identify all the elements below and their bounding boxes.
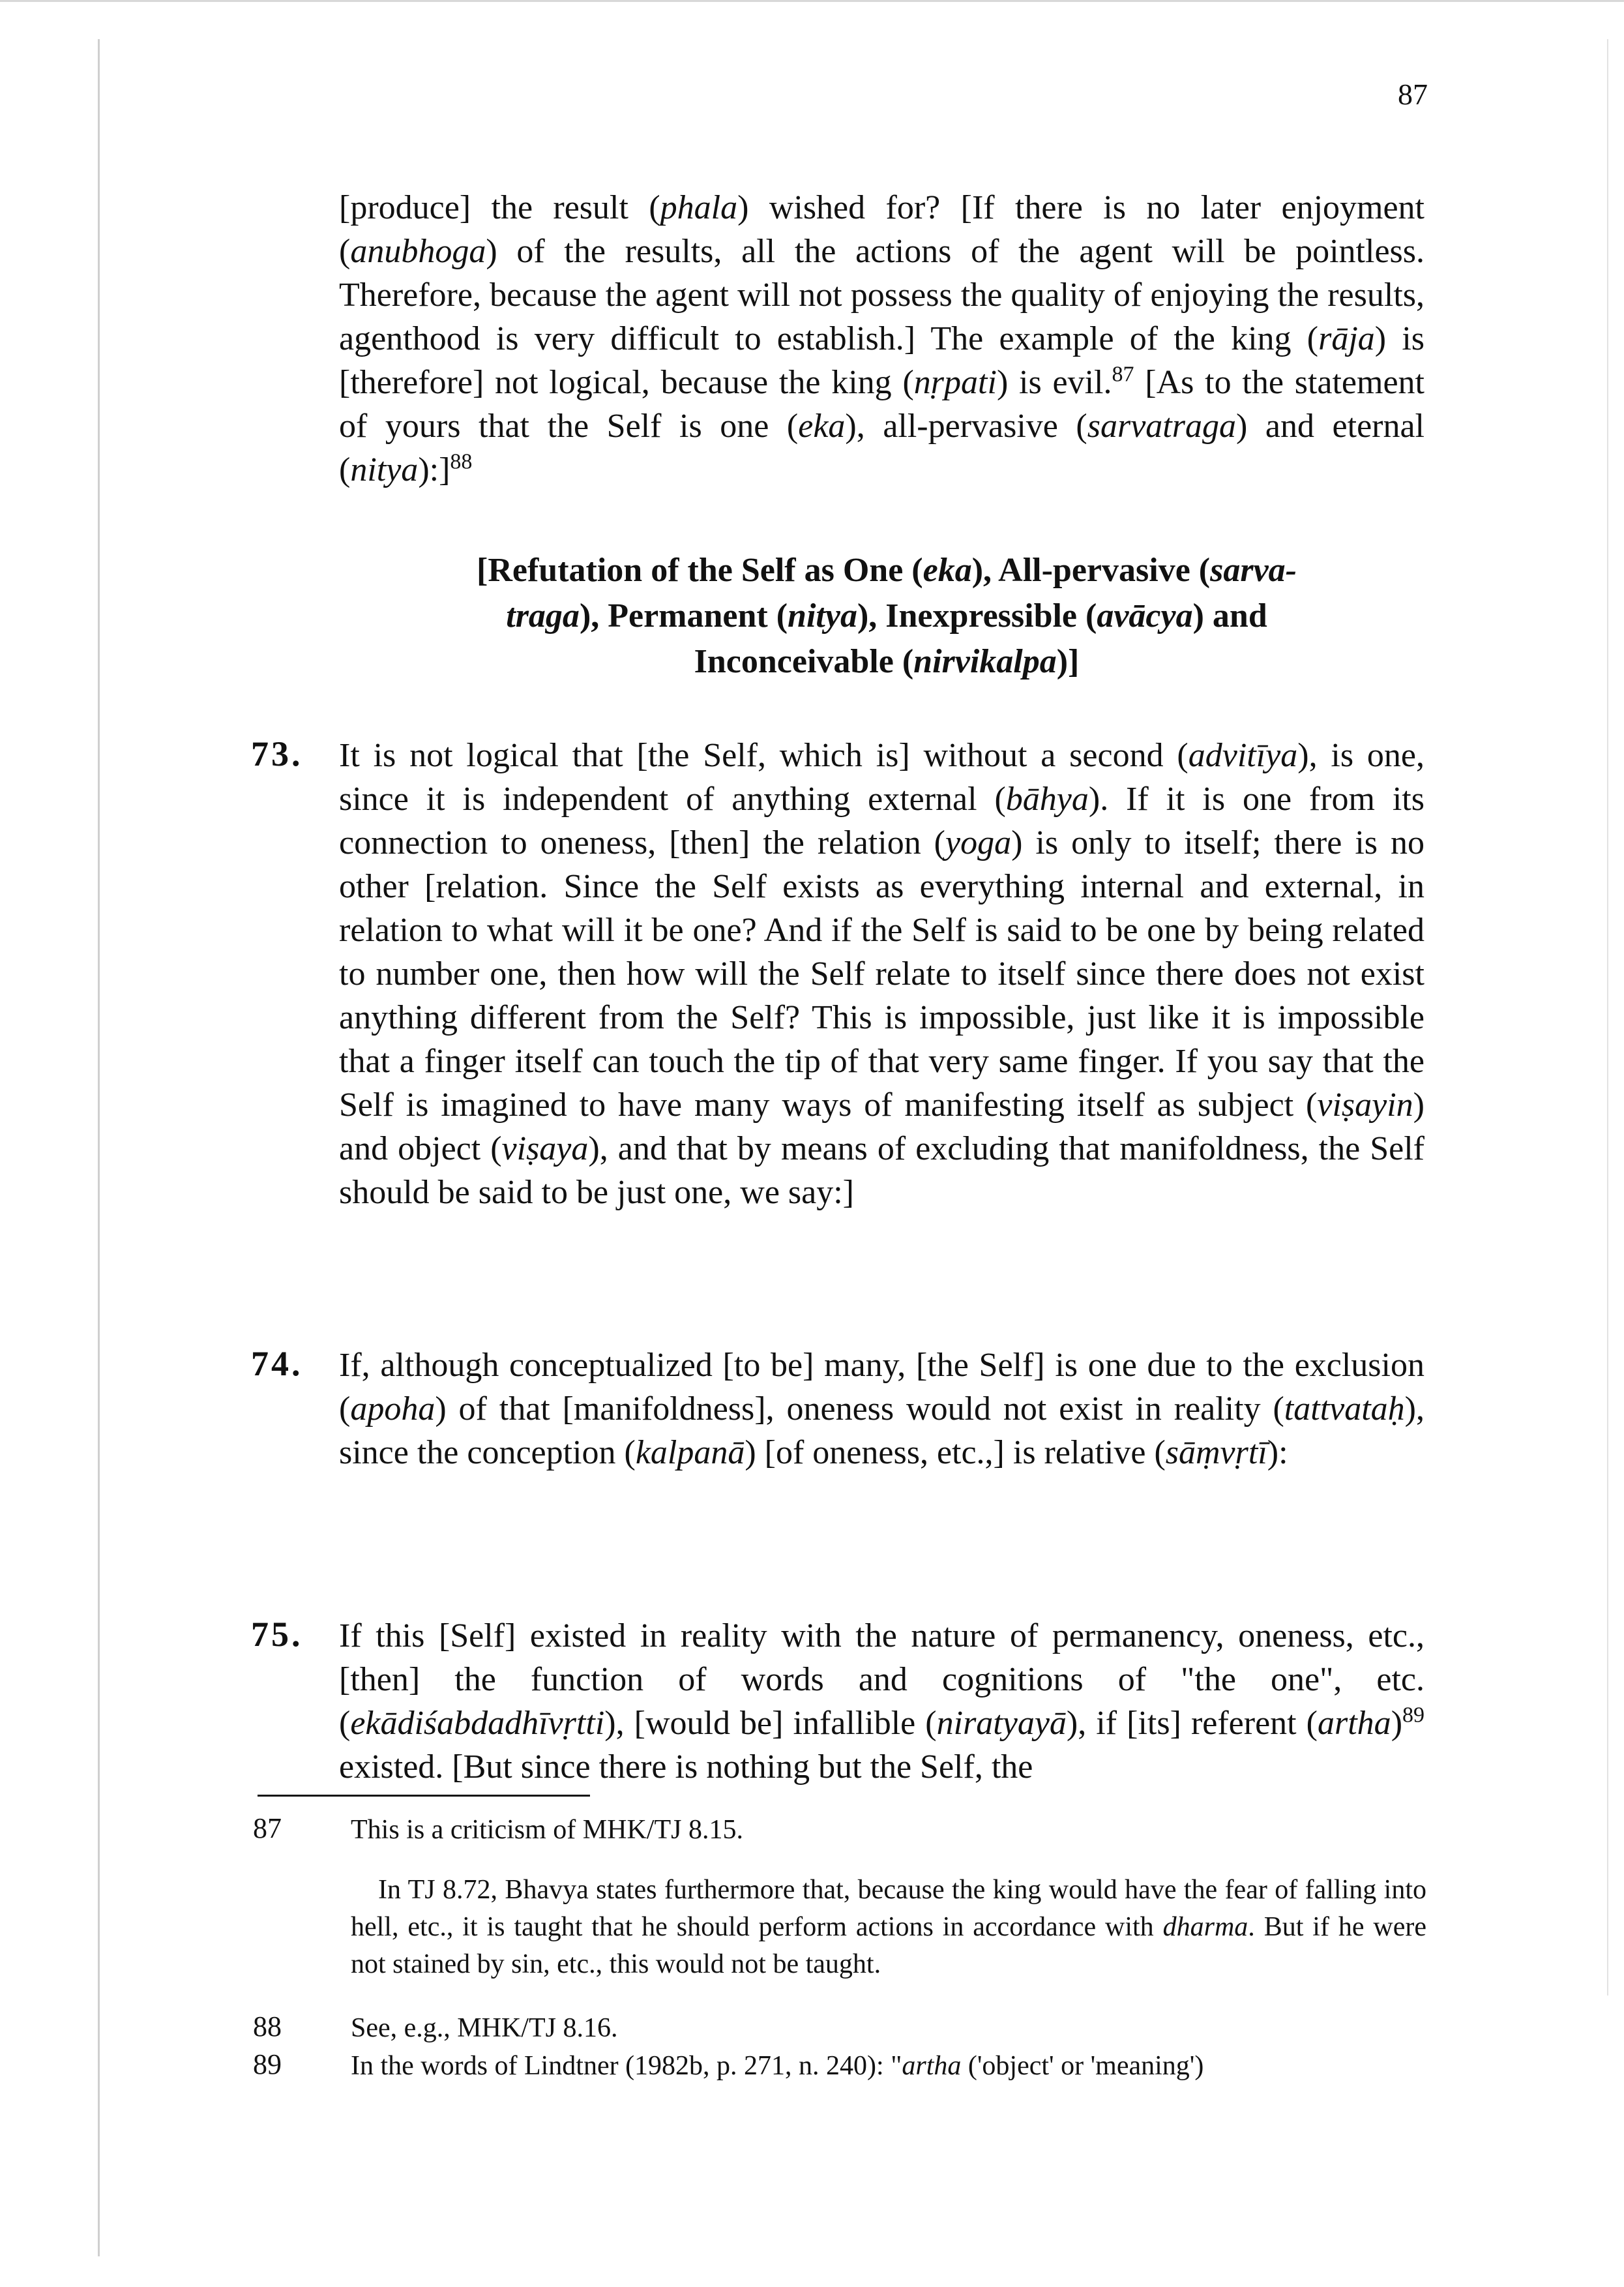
footnote-reference: 89 [1402,1703,1425,1727]
text-run: [produce] the result ( [339,189,660,226]
text-run: [Refutation of the Self as One ( [477,552,923,589]
italic-term: advitīya [1188,737,1298,774]
text-run: ) and object ( [339,1086,1425,1167]
italic-term: eka [923,552,972,589]
text-run: ('object' or 'meaning') [961,2051,1204,2081]
text-run: In the words of Lindtner (1982b, p. 271, n. 240): " [351,2051,902,2081]
text-run: ), Inexpressible ( [857,597,1097,635]
verse-number-75: 75. [251,1615,303,1654]
italic-term: nitya [788,597,857,635]
italic-term: avācya [1097,597,1193,635]
verse-number-74: 74. [251,1344,303,1383]
italic-term: viṣayin [1317,1086,1413,1124]
heading-line-2 [365,593,1408,639]
text-run: ) of the results, all the actions of the agent will be pointless. Therefore, because the agent will not possess the quality of enjoying the results, agenthood is very difficult to establish.] The example of the king ( [339,233,1425,357]
verse-74 [339,1343,1425,1474]
verse-74-text [339,1343,1425,1474]
italic-term: eka [798,408,846,445]
text-run: ), is one, since it is independent of anything external ( [339,737,1425,818]
footnote-number-89: 89 [253,2048,282,2080]
italic-term: viṣaya [501,1130,589,1167]
text-run: ), if [its] referent ( [1066,1705,1318,1742]
italic-term: yoga [945,824,1012,861]
heading-line-1 [365,548,1408,593]
footnote-number-87: 87 [253,1812,282,1844]
italic-term: artha [902,2051,962,2081]
text-run: If, although conceptualized [to be] many, [the Self] is one due to the exclusion ( [339,1347,1425,1428]
text-run: In TJ 8.72, Bhavya states furthermore that, because the king would have the fear of falling into hell, etc., it is taught that he should perform actions in accordance with [351,1875,1426,1942]
verse-73 [339,734,1425,1214]
verse-75 [339,1614,1425,1789]
text-run: existed. [But since there is nothing but the Self, the [339,1748,1033,1786]
text-run: ) [1391,1705,1403,1742]
text-run: ), All-pervasive ( [971,552,1211,589]
text-run: ): [1267,1434,1288,1471]
italic-term: traga [506,597,580,635]
text-run: ) and [1192,597,1267,635]
text-run: ) [of oneness, etc.,] is relative ( [745,1434,1166,1471]
footnote-88-text: See, e.g., MHK/TJ 8.16. [351,2013,618,2043]
italic-term: artha [1318,1705,1391,1742]
italic-term: nirvikalpa [913,643,1057,680]
section-heading [365,548,1408,685]
footnote-reference: 87 [1112,362,1134,387]
text-run: ) and eternal ( [339,408,1425,488]
text-run: ), since the conception ( [339,1390,1425,1471]
text-run: ), and that by means of excluding that manifoldness, the Self should be said to be just one, we say:] [339,1130,1425,1211]
scan-edge-left [98,39,100,2256]
scan-edge-right [1607,39,1608,1996]
footnote-number-88: 88 [253,2010,282,2042]
text-run: If this [Self] existed in reality with the nature of permanency, oneness, etc., [then] the function of words and cognitions of "the one", etc. ( [339,1617,1425,1742]
italic-term: sāṃvṛtī [1165,1434,1267,1471]
italic-term: anubhoga [350,233,486,270]
verse-73-text [339,734,1425,1214]
italic-term: phala [660,189,738,226]
italic-term: nitya [350,451,419,488]
footnote-87-text: This is a criticism of MHK/TJ 8.15. [351,1815,743,1845]
verse-75-text [339,1614,1425,1789]
continuation-paragraph [339,186,1425,492]
italic-term: ekādiśabdadhīvṛtti [350,1705,605,1742]
text-run: [As to the statement of yours that the Self is one ( [339,364,1425,445]
scan-edge-top [0,0,1624,2]
footnote-87-continuation [351,1872,1426,1983]
text-run: . But if he were not stained by sin, etc., this would not be taught. [351,1912,1426,1979]
text-run: ), all-pervasive ( [845,408,1087,445]
continuation-text [339,186,1425,492]
italic-term: dharma [1162,1912,1248,1942]
italic-term: rāja [1318,320,1375,357]
text-run: ) wished for? [If there is no later enjoyment ( [339,189,1425,270]
footnote-reference: 88 [450,449,473,474]
italic-term: sarva- [1210,552,1297,589]
italic-term: sarvatraga [1087,408,1236,445]
page-number: 87 [1398,78,1428,111]
heading-line-3 [365,639,1408,685]
text-run: ) is evil. [996,364,1112,401]
text-run: ), [would be] infallible ( [604,1705,937,1742]
italic-term: bāhya [1005,781,1089,818]
text-run: ) of that [manifoldness], oneness would not exist in reality ( [435,1390,1284,1428]
italic-term: tattvataḥ [1284,1390,1405,1428]
italic-term: apoha [350,1390,436,1428]
text-run: Inconceivable ( [694,643,914,680]
italic-term: kalpanā [635,1434,745,1471]
italic-term: nṛpati [913,364,997,401]
text-run: ) is [therefore] not logical, because the king ( [339,320,1425,401]
footnote-rule [258,1795,590,1797]
text-run: ), Permanent ( [579,597,788,635]
text-run: )] [1056,643,1080,680]
text-run: ) is only to itself; there is no other [relation. Since the Self exists as everything internal and external, in relation to what will it be one? And if the Self is said to be one by being related to number one, then how will the Self relate to itself since there does not exist anything different from the Self? This is impossible, just like it is impossible that a finger itself can touch the tip of that very same finger. If you say that the Self is imagined to have many ways of manifesting itself as subject ( [339,824,1425,1124]
text-run: ):] [418,451,450,488]
footnote-89-text [351,2048,1426,2085]
text-run: It is not logical that [the Self, which is] without a second ( [339,737,1188,774]
italic-term: niratyayā [936,1705,1067,1742]
verse-number-73: 73. [251,734,303,773]
text-run: ). If it is one from its connection to oneness, [then] the relation ( [339,781,1425,861]
